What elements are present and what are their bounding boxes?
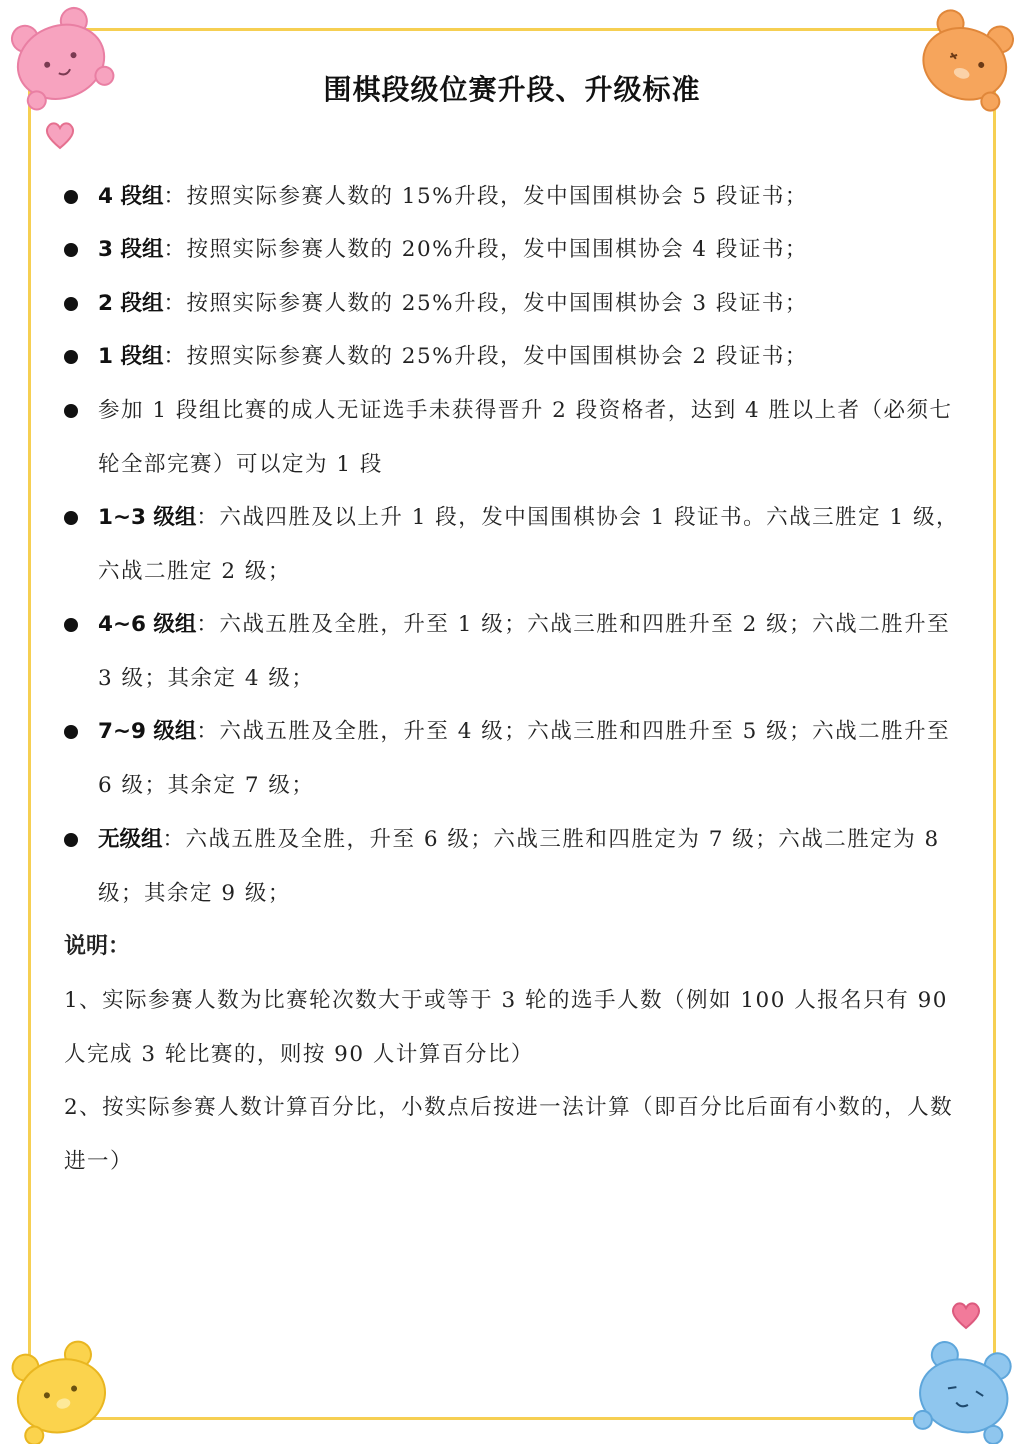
item-text: ：六战五胜及全胜，升至 6 级；六战三胜和四胜定为 7 级；六战二胜定为 8 级；其余定 9 级； [98,827,940,906]
bullet-icon [64,725,78,739]
bullet-icon [64,190,78,204]
list-item [98,598,964,705]
list-item [98,813,964,920]
list-item [98,705,964,812]
item-lead: 1 段组 [98,344,164,369]
item-lead: 4~6 级组 [98,612,197,637]
bullet-icon [64,511,78,525]
bullet-icon [64,350,78,364]
item-lead: 1~3 级组 [98,505,197,530]
item-text: 参加 1 段组比赛的成人无证选手未获得晋升 2 段资格者，达到 4 胜以上者（必须七轮全部完赛）可以定为 1 段 [98,398,953,477]
note-line: 1、实际参赛人数为比赛轮次数大于或等于 3 轮的选手人数（例如 100 人报名只有 90 人完成 3 轮比赛的，则按 90 人计算百分比） [64,988,948,1067]
bullet-icon [64,618,78,632]
bullet-icon [64,404,78,418]
item-text: ：六战四胜及以上升 1 段，发中国围棋协会 1 段证书。六战三胜定 1 级，六战二胜定 2 级； [98,505,959,584]
list-item [98,277,964,331]
page-title: 围棋段级位赛升段、升级标准 [323,73,701,106]
item-text: ：按照实际参赛人数的 25%升段，发中国围棋协会 2 段证书； [163,344,808,369]
heart-icon [44,120,76,150]
item-text: ：六战五胜及全胜，升至 4 级；六战三胜和四胜升至 5 级；六战二胜升至 6 级；其余定 7 级； [98,719,951,798]
list-item [98,170,964,224]
item-lead: 7~9 级组 [98,719,197,744]
bullet-icon [64,833,78,847]
item-lead: 4 段组 [98,184,164,209]
item-text: ：按照实际参赛人数的 15%升段，发中国围棋协会 5 段证书； [163,184,808,209]
bullet-icon [64,243,78,257]
list-item [98,384,964,491]
list-item [98,330,964,384]
item-lead: 2 段组 [98,291,164,316]
blue-bear-icon [910,1336,1020,1444]
heart-icon [950,1300,982,1330]
list-item [98,491,964,598]
note-line: 2、按实际参赛人数计算百分比，小数点后按进一法计算（即百分比后面有小数的，人数进一） [64,1095,954,1174]
item-text: ：按照实际参赛人数的 25%升段，发中国围棋协会 3 段证书； [163,291,808,316]
item-lead: 3 段组 [98,237,164,262]
item-lead: 无级组 [98,827,163,852]
list-item [98,223,964,277]
item-text: ：六战五胜及全胜，升至 1 级；六战三胜和四胜升至 2 级；六战二胜升至 3 级；其余定 4 级； [98,612,951,691]
yellow-bear-icon [6,1336,114,1444]
bullet-icon [64,297,78,311]
item-text: ：按照实际参赛人数的 20%升段，发中国围棋协会 4 段证书； [163,237,808,262]
notes-heading: 说明： [64,934,131,959]
